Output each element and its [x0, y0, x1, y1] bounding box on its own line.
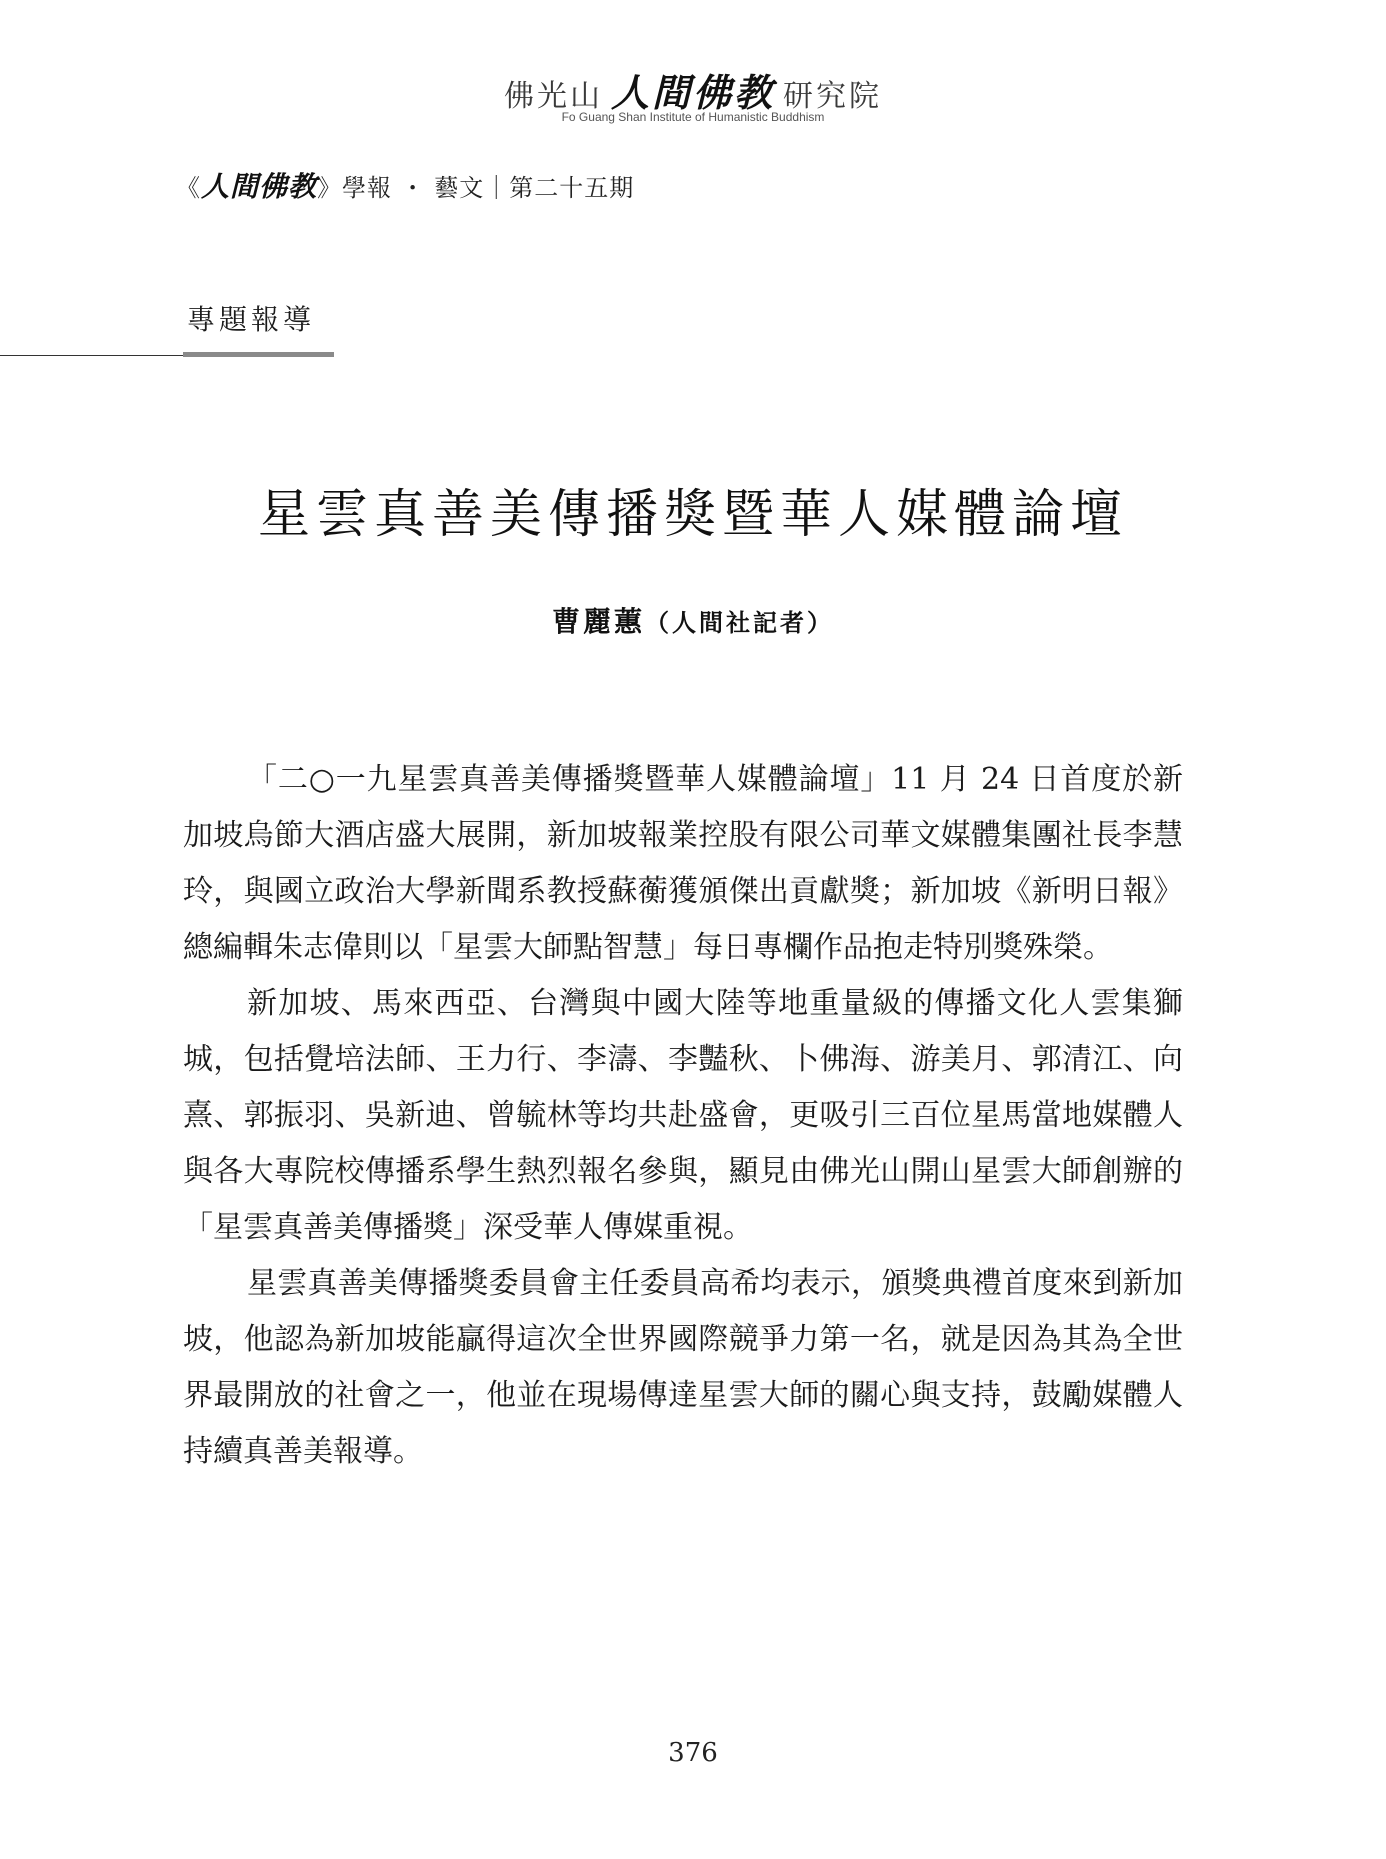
author-affiliation: （人間社記者） [645, 608, 834, 637]
article-body [183, 752, 1183, 1480]
paragraph: 星雲真善美傳播獎委員會主任委員高希均表示，頒獎典禮首度來到新加坡，他認為新加坡能贏得這次全世界國際競爭力第一名，就是因為其為全世界最開放的社會之一，他並在現場傳達星雲大師的關心與支持，鼓勵媒體人持續真善美報導。 [183, 1266, 1183, 1469]
journal-header [176, 165, 634, 205]
journal-brand: 人間佛教 [201, 170, 318, 203]
paragraph: 新加坡、馬來西亞、台灣與中國大陸等地重量級的傳播文化人雲集獅城，包括覺培法師、王力行、李濤、李豔秋、卜佛海、游美月、郭清江、向熹、郭振羽、吳新迪、曾毓林等均共赴盛會，更吸引三百位星馬當地媒體人與各大專院校傳播系學生熱烈報名參與，顯見由佛光山開山星雲大師創辦的「星雲真善美傳播獎」深受華人傳媒重視。 [183, 986, 1183, 1245]
author-name: 曹麗蕙 [551, 605, 645, 638]
paragraph: 「二○一九星雲真善美傳播獎暨華人媒體論壇」11 月 24 日首度於新加坡烏節大酒店盛大展開，新加坡報業控股有限公司華文媒體集團社長李慧玲，與國立政治大學新聞系教授蘇蘅獲頒傑出貢獻獎；新加坡《新明日報》總編輯朱志偉則以「星雲大師點智慧」每日專欄作品抱走特別獎殊榮。 [183, 762, 1183, 965]
journal-issue: 學報 ・ 藝文｜第二十五期 [342, 174, 635, 202]
section-underline [183, 352, 334, 357]
institute-english-name: Fo Guang Shan Institute of Humanistic Buddhism [561, 110, 825, 124]
institute-header [0, 62, 1386, 117]
journal-bracket-close: 》 [317, 174, 343, 202]
institute-brand-logo: 人間佛教 [610, 70, 775, 115]
page-number: 376 [668, 1738, 718, 1768]
byline [0, 600, 1386, 640]
institute-prefix: 佛光山 [503, 79, 603, 114]
article-title: 星雲真善美傳播獎暨華人媒體論壇 [257, 485, 1128, 545]
institute-suffix: 研究院 [783, 79, 882, 114]
journal-bracket-open: 《 [176, 174, 201, 202]
section-label: 專題報導 [187, 303, 316, 336]
